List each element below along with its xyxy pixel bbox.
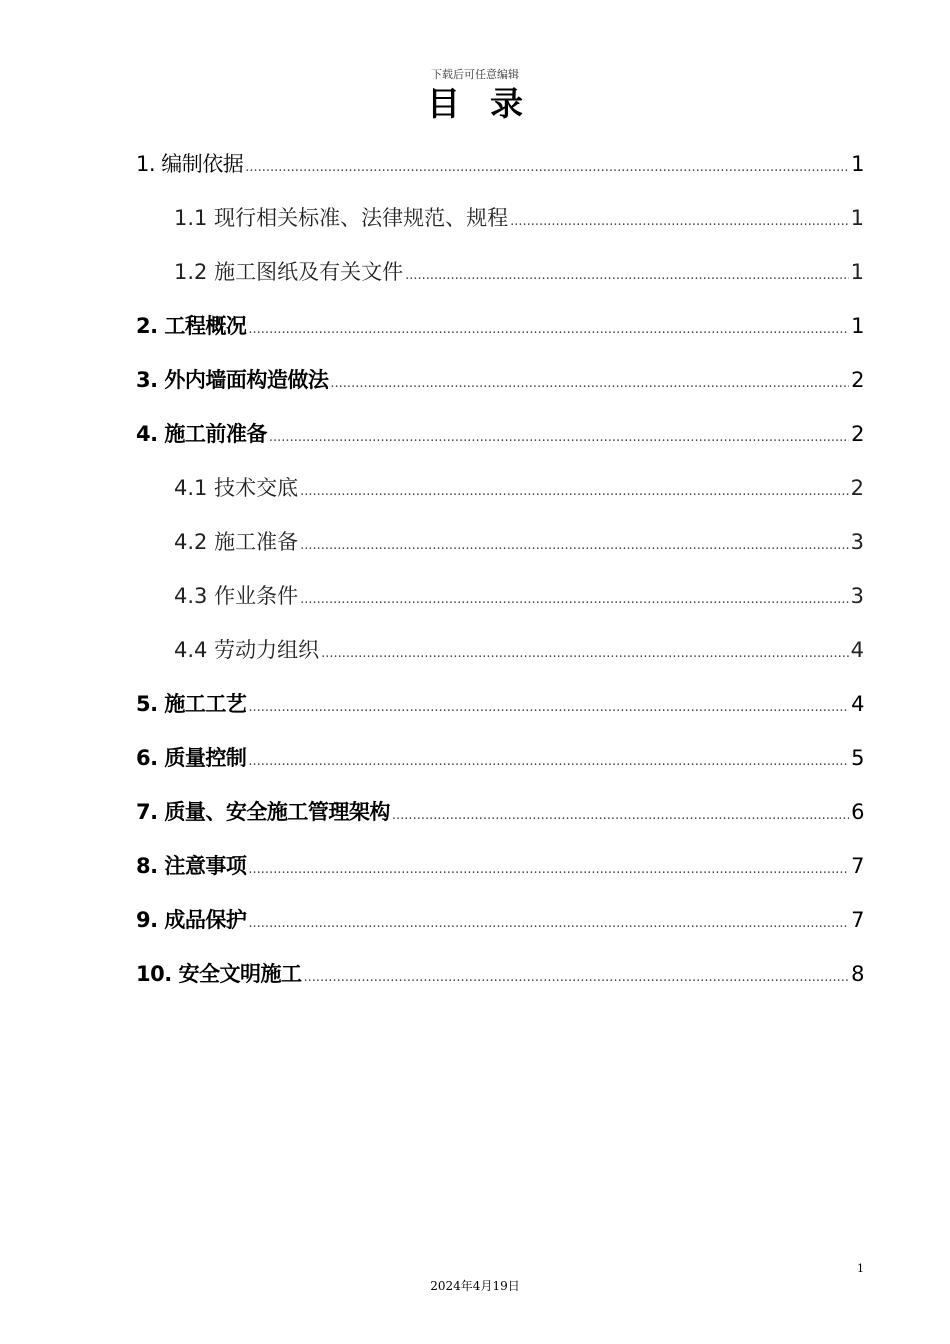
toc-dot-leader <box>304 956 850 996</box>
toc-entry-page: 3 <box>850 584 864 608</box>
toc-entry[interactable] <box>136 146 864 200</box>
toc-entry[interactable] <box>136 578 864 632</box>
toc-entry-page: 3 <box>850 530 864 554</box>
toc-entry-label: 5. 施工工艺 <box>136 692 247 716</box>
toc-entry-page: 1 <box>850 206 864 230</box>
toc-entry[interactable] <box>136 956 864 1010</box>
toc-entry-page: 2 <box>850 476 864 500</box>
toc-dot-leader <box>321 632 849 672</box>
toc-dot-leader <box>510 200 849 240</box>
toc-entry-label: 3. 外内墙面构造做法 <box>136 368 329 392</box>
toc-title: 目录 <box>427 84 553 123</box>
toc-entry-label: 1.1 现行相关标准、法律规范、规程 <box>174 206 509 230</box>
toc-entry-label: 1.2 施工图纸及有关文件 <box>174 260 404 284</box>
toc-entry[interactable] <box>136 524 864 578</box>
toc-entry-page: 2 <box>851 422 864 446</box>
toc-entry-label: 10. 安全文明施工 <box>136 962 302 986</box>
toc-dot-leader <box>245 146 849 186</box>
toc-entry-page: 6 <box>851 800 864 824</box>
page-number: 1 <box>857 1262 864 1275</box>
toc-entry-label: 2. 工程概况 <box>136 314 247 338</box>
toc-dot-leader <box>392 794 849 834</box>
toc-entry-page: 2 <box>851 368 864 392</box>
toc-entry-page: 5 <box>851 746 864 770</box>
toc-entry[interactable] <box>136 632 864 686</box>
toc-entry[interactable] <box>136 740 864 794</box>
toc-dot-leader <box>269 416 849 456</box>
toc-entry-page: 8 <box>851 962 864 986</box>
toc-entry-page: 1 <box>851 314 864 338</box>
toc-entry[interactable] <box>136 848 864 902</box>
toc-entry-label: 4.1 技术交底 <box>174 476 299 500</box>
toc-entry[interactable] <box>136 686 864 740</box>
toc-dot-leader <box>300 470 849 510</box>
toc-dot-leader <box>248 848 849 888</box>
toc-dot-leader <box>248 308 849 348</box>
page-footer-date: 2024年4月19日 <box>430 1279 520 1293</box>
toc-entry[interactable] <box>136 200 864 254</box>
page-header: 下载后可任意编辑 <box>431 68 519 81</box>
toc-entry[interactable] <box>136 308 864 362</box>
toc-dot-leader <box>405 254 849 294</box>
toc-dot-leader <box>248 686 849 726</box>
toc-entry[interactable] <box>136 362 864 416</box>
toc-dot-leader <box>248 740 849 780</box>
toc-entry-page: 4 <box>851 692 864 716</box>
toc-entry-label: 4.3 作业条件 <box>174 584 299 608</box>
toc-entry[interactable] <box>136 470 864 524</box>
table-of-contents <box>136 146 864 1010</box>
toc-dot-leader <box>248 902 849 942</box>
toc-entry[interactable] <box>136 416 864 470</box>
toc-entry[interactable] <box>136 902 864 956</box>
toc-entry-label: 8. 注意事项 <box>136 854 247 878</box>
toc-entry-page: 7 <box>851 854 864 878</box>
toc-entry-page: 1 <box>851 152 864 176</box>
toc-entry[interactable] <box>136 794 864 848</box>
toc-dot-leader <box>300 524 849 564</box>
toc-entry-label: 6. 质量控制 <box>136 746 247 770</box>
toc-entry[interactable] <box>136 254 864 308</box>
toc-entry-page: 1 <box>850 260 864 284</box>
toc-dot-leader <box>300 578 849 618</box>
toc-entry-label: 4.4 劳动力组织 <box>174 638 320 662</box>
toc-entry-label: 1. 编制依据 <box>136 152 244 176</box>
toc-dot-leader <box>330 362 849 402</box>
toc-entry-label: 4. 施工前准备 <box>136 422 267 446</box>
toc-entry-page: 4 <box>850 638 864 662</box>
toc-entry-page: 7 <box>851 908 864 932</box>
toc-entry-label: 4.2 施工准备 <box>174 530 299 554</box>
toc-entry-label: 7. 质量、安全施工管理架构 <box>136 800 390 824</box>
toc-entry-label: 9. 成品保护 <box>136 908 247 932</box>
